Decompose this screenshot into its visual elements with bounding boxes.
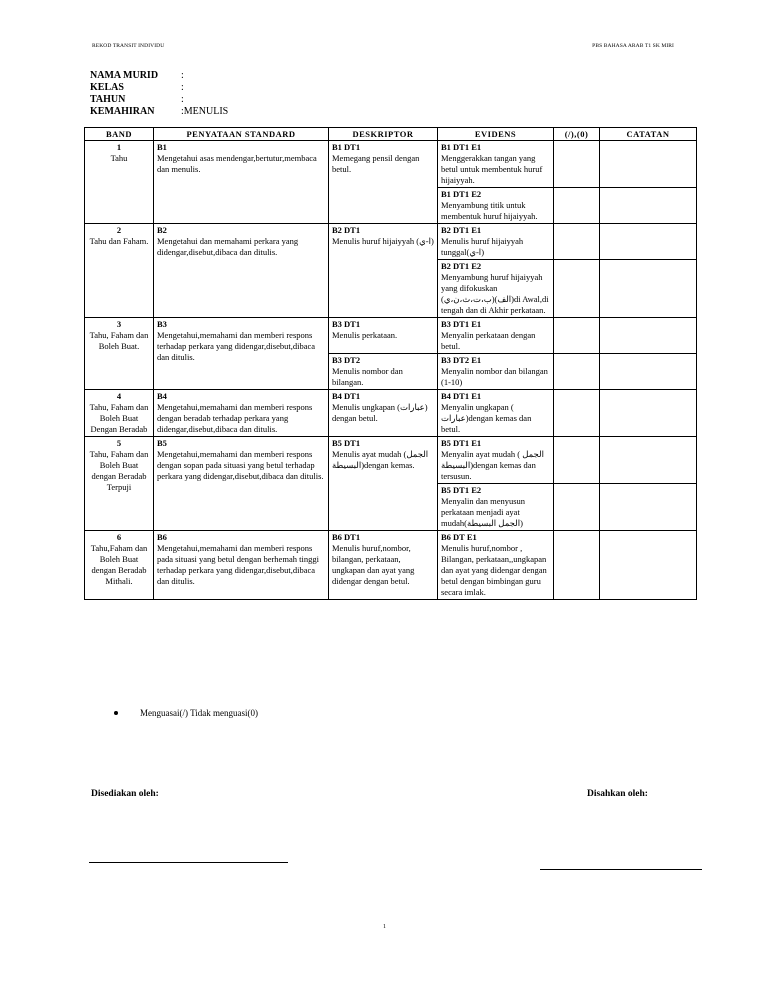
descriptor-code: B1 DT1 xyxy=(332,142,361,152)
standard-cell xyxy=(154,224,329,318)
descriptor-code: B4 DT1 xyxy=(332,391,361,401)
band-label: Tahu, Faham dan Boleh Buat. xyxy=(89,330,149,351)
notes-cell[interactable] xyxy=(600,260,697,318)
standard-cell xyxy=(154,437,329,531)
standard-code: B2 xyxy=(157,225,167,235)
descriptor-cell xyxy=(329,437,438,531)
info-value: :MENULIS xyxy=(181,106,229,117)
legend-text: Menguasai(/) Tidak menguasi(0) xyxy=(140,708,258,718)
band-cell xyxy=(85,318,154,390)
standard-text: Mengetahui,memahami dan memberi respons dengan sopan pada situasi yang betul terhadap perkara yang didengar,disebut,dibaca dan ditulis. xyxy=(157,449,324,481)
info-label: KELAS xyxy=(90,82,124,93)
prepared-by-signature-line xyxy=(89,862,288,863)
band-number: 1 xyxy=(116,142,122,152)
mark-cell[interactable] xyxy=(554,188,600,224)
mark-cell[interactable] xyxy=(554,390,600,437)
standard-code: B4 xyxy=(157,391,167,401)
mark-cell[interactable] xyxy=(554,484,600,531)
notes-cell[interactable] xyxy=(600,484,697,531)
notes-cell[interactable] xyxy=(600,531,697,600)
evidence-cell xyxy=(438,188,554,224)
table-row xyxy=(85,224,697,260)
notes-cell[interactable] xyxy=(600,224,697,260)
standard-cell xyxy=(154,141,329,224)
band-label: Tahu xyxy=(110,153,128,163)
evidence-text: Menyalin dan menyusun perkataan menjadi ayat mudah(الجمل البسيطة) xyxy=(441,496,526,528)
evidence-text: Menulis huruf,nombor , Bilangan, perkataan,,ungkapan dan ayat yang didengar dengan betul dengan bimbingan guru secara imlak. xyxy=(441,543,547,597)
info-value: : xyxy=(181,94,184,105)
descriptor-text: Menulis perkataan. xyxy=(332,330,398,340)
standard-code: B6 xyxy=(157,532,167,542)
descriptor-code: B6 DT1 xyxy=(332,532,361,542)
evidence-code: B6 DT E1 xyxy=(441,532,477,542)
column-header: PENYATAAN STANDARD xyxy=(154,128,329,141)
evidence-text: Menulis huruf hijaiyyah tunggal(ا-ي) xyxy=(441,236,524,257)
evidence-cell xyxy=(438,437,554,484)
prepared-by-label: Disediakan oleh: xyxy=(91,789,159,799)
info-row xyxy=(90,82,228,94)
band-cell xyxy=(85,531,154,600)
evidence-cell xyxy=(438,224,554,260)
evidence-code: B2 DT1 E1 xyxy=(441,225,482,235)
column-header: (/),(0) xyxy=(554,128,600,141)
info-row xyxy=(90,70,228,82)
evidence-text: Menyalin perkataan dengan betul. xyxy=(441,330,536,351)
mark-cell[interactable] xyxy=(554,531,600,600)
descriptor-code: B5 DT1 xyxy=(332,438,361,448)
evidence-text: Menggerakkan tangan yang betul untuk membentuk huruf hijaiyyah. xyxy=(441,153,543,185)
table-header-row xyxy=(85,128,697,141)
band-number: 3 xyxy=(116,319,122,329)
standard-text: Mengetahui,memahami dan memberi respons dengan beradab terhadap perkara yang didengar,disebut,dibaca dan ditulis. xyxy=(157,402,313,434)
standard-text: Mengetahui dan memahami perkara yang didengar,disebut,dibaca dan ditulis. xyxy=(157,236,299,257)
info-value: : xyxy=(181,82,184,93)
table-row xyxy=(85,318,697,354)
standard-text: Mengetahui,memahami dan memberi respons pada situasi yang betul dengan berhemah tinggi terhadap perkara yang didengar,disebut,dibaca dan ditulis. xyxy=(157,543,319,586)
evidence-text: Menyambung titik untuk membentuk huruf hijaiyyah. xyxy=(441,200,538,221)
notes-cell[interactable] xyxy=(600,354,697,390)
table-row xyxy=(85,437,697,484)
header-right: PBS BAHASA ARAB T1 SK MIRI xyxy=(592,43,674,49)
info-value: : xyxy=(181,70,184,81)
table-row xyxy=(85,390,697,437)
evidence-code: B4 DT1 E1 xyxy=(441,391,482,401)
evidence-cell xyxy=(438,141,554,188)
standard-cell xyxy=(154,390,329,437)
descriptor-text: Memegang pensil dengan betul. xyxy=(332,153,420,174)
evidence-cell xyxy=(438,484,554,531)
mark-cell[interactable] xyxy=(554,437,600,484)
notes-cell[interactable] xyxy=(600,188,697,224)
info-row xyxy=(90,106,228,118)
band-label: Tahu,Faham dan Boleh Buat dengan Beradab Mithali. xyxy=(90,543,148,586)
mark-cell[interactable] xyxy=(554,354,600,390)
evidence-cell xyxy=(438,260,554,318)
evidence-code: B2 DT1 E2 xyxy=(441,261,482,271)
descriptor-code: B3 DT2 xyxy=(332,355,361,365)
mark-cell[interactable] xyxy=(554,141,600,188)
evidence-code: B3 DT2 E1 xyxy=(441,355,482,365)
approved-by-label: Disahkan oleh: xyxy=(587,789,648,799)
band-number: 2 xyxy=(116,225,122,235)
column-header: CATATAN xyxy=(600,128,697,141)
notes-cell[interactable] xyxy=(600,318,697,354)
descriptor-cell xyxy=(329,354,438,390)
evidence-text: Menyalin nombor dan bilangan (1-10) xyxy=(441,366,548,387)
standard-code: B3 xyxy=(157,319,167,329)
info-label: TAHUN xyxy=(90,94,126,105)
bullet-icon xyxy=(114,711,118,715)
mark-cell[interactable] xyxy=(554,318,600,354)
evidence-cell xyxy=(438,531,554,600)
assessment-table xyxy=(84,127,697,600)
standard-text: Mengetahui asas mendengar,bertutur,membaca dan menulis. xyxy=(157,153,317,174)
standard-code: B1 xyxy=(157,142,167,152)
descriptor-text: Menulis huruf,nombor, bilangan, perkataan, ungkapan dan ayat yang didengar dengan betul. xyxy=(332,543,415,586)
descriptor-text: Menulis nombor dan bilangan. xyxy=(332,366,403,387)
legend-note xyxy=(114,708,258,718)
descriptor-code: B2 DT1 xyxy=(332,225,361,235)
evidence-code: B5 DT1 E2 xyxy=(441,485,482,495)
table-row xyxy=(85,531,697,600)
descriptor-cell xyxy=(329,318,438,354)
evidence-text: Menyalin ungkapan ( عبارات)dengan kemas dan betul. xyxy=(441,402,532,434)
standard-text: Mengetahui,memahami dan memberi respons terhadap perkara yang didengar,disebut,dibaca dan ditulis. xyxy=(157,330,316,362)
column-header: DESKRIPTOR xyxy=(329,128,438,141)
band-number: 4 xyxy=(116,391,122,401)
student-info xyxy=(90,70,228,118)
standard-code: B5 xyxy=(157,438,167,448)
band-number: 6 xyxy=(116,532,122,542)
descriptor-code: B3 DT1 xyxy=(332,319,361,329)
evidence-text: Menyambung huruf hijaiyyah yang difokuskan (ب،ت،ث،ن،ي)(الف)di Awal,di tengah dan di Akhir perkataan. xyxy=(441,272,549,315)
descriptor-text: Menulis ungkapan (عبارات) dengan betul. xyxy=(332,402,428,423)
evidence-code: B5 DT1 E1 xyxy=(441,438,482,448)
band-cell xyxy=(85,224,154,318)
band-label: Tahu dan Faham. xyxy=(89,236,149,246)
descriptor-text: Menulis ayat mudah (الجمل البسيطة)dengan kemas. xyxy=(332,449,429,470)
evidence-code: B1 DT1 E2 xyxy=(441,189,482,199)
evidence-cell xyxy=(438,318,554,354)
info-row xyxy=(90,94,228,106)
standard-cell xyxy=(154,318,329,390)
approved-by-signature-line xyxy=(540,869,702,870)
band-cell xyxy=(85,437,154,531)
band-label: Tahu, Faham dan Boleh Buat dengan Beradab Terpuji xyxy=(89,449,149,492)
descriptor-cell xyxy=(329,224,438,318)
column-header: EVIDENS xyxy=(438,128,554,141)
descriptor-text: Menulis huruf hijaiyyah (ا-ي) xyxy=(332,236,434,246)
evidence-cell xyxy=(438,354,554,390)
page-number: 1 xyxy=(383,924,386,930)
descriptor-cell xyxy=(329,531,438,600)
band-cell xyxy=(85,390,154,437)
table-row xyxy=(85,141,697,188)
evidence-code: B3 DT1 E1 xyxy=(441,319,482,329)
info-label: NAMA MURID xyxy=(90,70,159,81)
notes-cell[interactable] xyxy=(600,437,697,484)
band-cell xyxy=(85,141,154,224)
band-number: 5 xyxy=(116,438,122,448)
info-label: KEMAHIRAN xyxy=(90,106,155,117)
evidence-code: B1 DT1 E1 xyxy=(441,142,482,152)
evidence-cell xyxy=(438,390,554,437)
descriptor-cell xyxy=(329,141,438,224)
column-header: BAND xyxy=(85,128,154,141)
notes-cell[interactable] xyxy=(600,141,697,188)
mark-cell[interactable] xyxy=(554,224,600,260)
mark-cell[interactable] xyxy=(554,260,600,318)
band-label: Tahu, Faham dan Boleh Buat Dengan Beradab xyxy=(89,402,149,434)
evidence-text: Menyalin ayat mudah ( الجمل البسيطة)dengan kemas dan tersusun. xyxy=(441,449,544,481)
descriptor-cell xyxy=(329,390,438,437)
header-left: REKOD TRANSIT INDIVIDU xyxy=(92,43,165,49)
standard-cell xyxy=(154,531,329,600)
notes-cell[interactable] xyxy=(600,390,697,437)
